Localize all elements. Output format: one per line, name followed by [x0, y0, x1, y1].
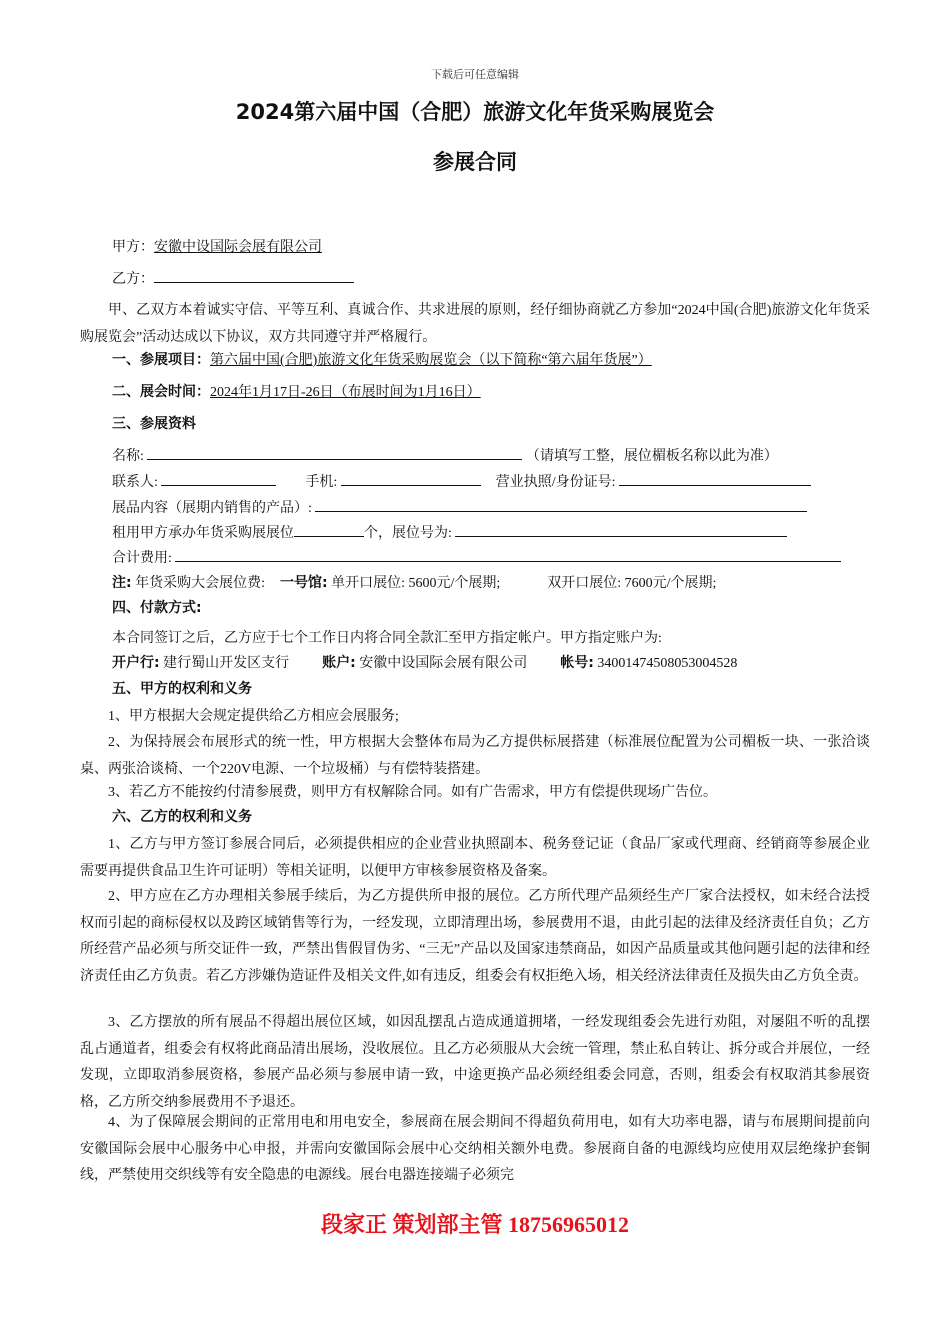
note-text: 年货采购大会展位费:: [135, 576, 265, 591]
note-single: 单开口展位: 5600元/个展期;: [331, 576, 501, 591]
number-value: 34001474508053004528: [597, 656, 738, 671]
section-2-label: 二、展会时间：: [112, 384, 210, 400]
rent-row: [112, 522, 787, 542]
rent-count-blank[interactable]: [294, 522, 364, 537]
account-value: 安徽中设国际会展有限公司: [359, 656, 528, 671]
section-6-item-1: 1、乙方与甲方签订参展合同后，必须提供相应的企业营业执照副本、税务登记证（食品厂家或代理商、经销商等参展企业需要再提供食品卫生许可证明）等相关证明，以便甲方审核参展资格及备案。: [80, 837, 870, 879]
section-1: [112, 349, 652, 369]
party-b-label: 乙方：: [112, 271, 154, 287]
total-row: [112, 547, 841, 567]
section-5-item-3: 3、若乙方不能按约付清参展费，则甲方有权解除合同。如有广告需求，甲方有偿提供现场广告位。: [108, 785, 717, 800]
section-6-item-2: 2、甲方应在乙方办理相关参展手续后，为乙方提供所申报的展位。乙方所代理产品须经生产厂家合法授权，如未经合法授权而引起的商标侵权以及跨区域销售等行为，一经发现，立即清理出场，参展费用不退，由此引起的法律及经济责任自负；乙方所经营产品必须与所交证件一致，严禁出售假冒伪劣、“三无”产品以及国家违禁商品，如因产品质量或其他问题引起的法律和经济责任由乙方负责。若乙方涉嫌伪造证件及相关文件,如有违反，组委会有权拒绝入场，相关经济法律责任及损失由乙方负全责。: [80, 889, 870, 984]
rent-unit: 个，展位号为:: [364, 526, 452, 541]
license-label: 营业执照/身份证号:: [495, 475, 616, 490]
section-6-item-3: 3、乙方摆放的所有展品不得超出展位区域，如因乱摆乱占造成通道拥堵，一经发现组委会先进行劝阻，对屡阻不听的乱摆乱占通道者，组委会有权将此商品清出展场，没收展位。且乙方必须服从大会统一管理，禁止私自转让、拆分或合并展位，一经发现，立即取消参展资格，参展产品必须与参展申请一致，中途更换产品必须经组委会同意，否则，组委会有权取消其参展资格，乙方所交纳参展费用不予退还。: [80, 1015, 870, 1110]
name-blank[interactable]: [147, 445, 522, 460]
name-row: [112, 445, 778, 465]
mobile-label: 手机:: [305, 475, 338, 490]
number-label: 帐号:: [560, 655, 594, 671]
account-label: 账户:: [322, 655, 356, 671]
contact-row: [112, 471, 811, 491]
bank-value: 建行蜀山开发区支行: [163, 656, 290, 671]
note-hall: 一号馆:: [280, 575, 328, 591]
section-6-label: 六、乙方的权利和义务: [112, 809, 252, 825]
section-1-label: 一、参展项目：: [112, 352, 210, 368]
products-row: [112, 497, 807, 517]
header-note: 下载后可任意编辑: [431, 69, 519, 81]
booth-number-blank[interactable]: [455, 522, 787, 537]
section-2-value: 2024年1月17日-26日（布展时间为1月16日）: [210, 385, 481, 400]
section-5-item-2: 2、为保持展会布展形式的统一性，甲方根据大会整体布局为乙方提供标展搭建（标准展位配置为公司楣板一块、一张洽谈桌、两张洽谈椅、一个220V电源、一个垃圾桶）与有偿特装搭建。: [80, 735, 870, 777]
products-label: 展品内容（展期内销售的产品）:: [112, 501, 312, 516]
name-note: （请填写工整，展位楣板名称以此为准）: [525, 449, 778, 464]
party-b-line: [112, 268, 354, 288]
contact-label: 联系人:: [112, 475, 158, 490]
intro-paragraph: 甲、乙双方本着诚实守信、平等互利、真诚合作、共求进展的原则，经仔细协商就乙方参加“2024中国(合肥)旅游文化年货采购展览会”活动达成以下协议，双方共同遵守并严格履行。: [80, 303, 870, 345]
license-blank[interactable]: [619, 471, 811, 486]
party-a-label: 甲方：: [112, 239, 154, 255]
party-a-line: [112, 236, 322, 256]
document-subtitle: 参展合同: [433, 150, 517, 174]
payment-text: 本合同签订之后，乙方应于七个工作日内将合同全款汇至甲方指定帐户。甲方指定账户为:: [112, 631, 662, 646]
party-b-blank[interactable]: [154, 268, 354, 283]
total-blank[interactable]: [175, 547, 841, 562]
name-label: 名称:: [112, 449, 144, 464]
bank-label: 开户行:: [112, 655, 160, 671]
note-label: 注:: [112, 575, 132, 591]
section-6-item-4: 4、为了保障展会期间的正常用电和用电安全，参展商在展会期间不得超负荷用电，如有大功率电器，请与布展期间提前向安徽国际会展中心服务中心申报，并需向安徽国际会展中心交纳相关额外电费。参展商自备的电源线均应使用双层绝缘护套铜线，严禁使用交织线等有安全隐患的电源线。展台电器连接端子必须完: [80, 1115, 870, 1183]
document-title: 2024第六届中国（合肥）旅游文化年货采购展览会: [235, 100, 715, 124]
bank-row: [112, 652, 737, 672]
section-4-label: 四、付款方式:: [112, 600, 202, 616]
party-a-value: 安徽中设国际会展有限公司: [154, 239, 322, 255]
total-label: 合计费用:: [112, 551, 172, 566]
contact-footer: 段家正 策划部主管 18756965012: [320, 1212, 629, 1237]
note-row: [112, 572, 716, 592]
section-2: [112, 381, 481, 401]
note-double: 双开口展位: 7600元/个展期;: [547, 576, 717, 591]
section-5-label: 五、甲方的权利和义务: [112, 681, 252, 697]
section-5-item-1: 1、甲方根据大会规定提供给乙方相应会展服务;: [108, 709, 399, 724]
section-3-label: 三、参展资料: [112, 416, 196, 432]
section-1-value: 第六届中国(合肥)旅游文化年货采购展览会（以下简称“第六届年货展”）: [210, 353, 652, 368]
contact-blank[interactable]: [161, 471, 276, 486]
products-blank[interactable]: [315, 497, 807, 512]
rent-label: 租用甲方承办年货采购展展位: [112, 526, 294, 541]
mobile-blank[interactable]: [341, 471, 481, 486]
